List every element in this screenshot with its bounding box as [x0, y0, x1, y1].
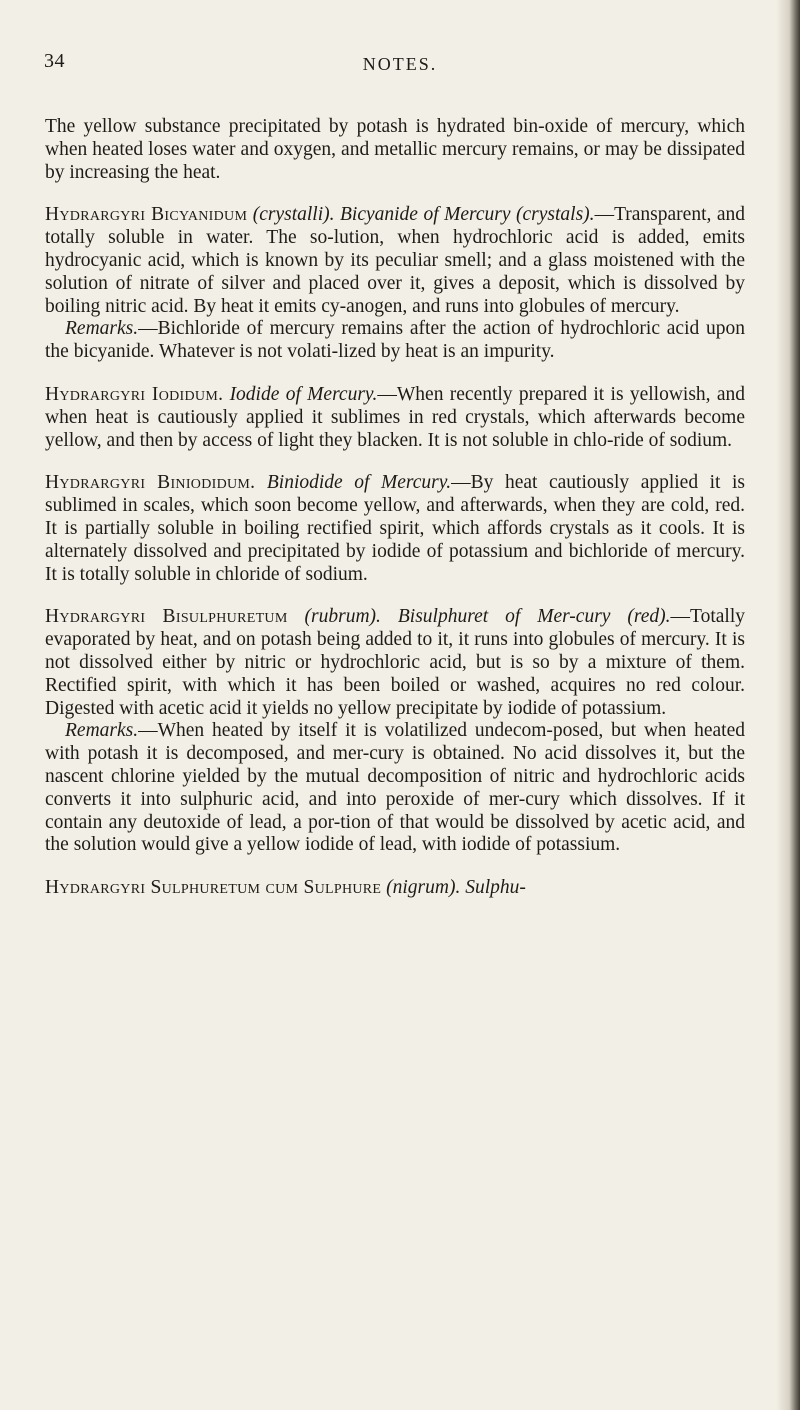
entry-latin-name: Hydrargyri Bisulphuretum — [45, 606, 288, 628]
entry-body: —When recently prepared it is yellowish, and when heat is cautiously applied it sublimes in red crystals, which afterwards become yellow, and then by access of light they blacken. It is not soluble in chlo-ride of sodium. — [45, 383, 746, 451]
entry-english-name: Bisulphuret of Mer-cury — [397, 606, 611, 628]
entry-latin-name: Hydrargyri Bicyanidum — [45, 204, 248, 226]
entry-english-name: Bicyanide of Mercury — [340, 204, 511, 226]
entry-body: —Totally evaporated by heat, and on potash being added to it, it runs into globules of mercury. It is not dissolved either by nitric or hydrochloric acid, but is so by a mixture of them. Rectified spirit, with which it has been boiled or washed, acquires no red colour. Digested with acetic acid it yields no yellow precipitate by iodide of potassium. — [45, 606, 746, 719]
remarks-bicyanide — [45, 318, 745, 364]
page-edge-shadow — [776, 0, 800, 1410]
entry-latin-note: (nigrum). — [386, 877, 461, 899]
entry-biniodide — [45, 472, 745, 586]
paragraph-yellow-substance — [45, 116, 745, 184]
entry-latin-note: (rubrum). — [304, 606, 381, 628]
entry-english-note: (red). — [627, 606, 671, 628]
remarks-body: —Bichloride of mercury remains after the action of hydrochloric acid upon the bicyanide. Whatever is not volati-lized by heat is an impurity. — [45, 318, 745, 363]
entry-latin-note: (crystalli). — [252, 204, 335, 226]
entry-body: —Transparent, and totally soluble in water. The so-lution, when hydrochloric acid is added, emits hydrocyanic acid, which is known by its peculiar smell; and a glass moistened with the solution of nitrate of silver and placed over it, gives a deposit, which is dissolved by boiling nitric acid. By heat it emits cy-anogen, and runs into globules of mercury. — [45, 204, 746, 317]
remarks-body: —When heated by itself it is volatilized undecom-posed, but when heated with potash it is decomposed, and mer-cury is obtained. No acid dissolves it, but the nascent chlorine yielded by the mutual decomposition of nitric and hydrochloric acids converts it into sulphuric acid, and into peroxide of mer-cury which dissolves. If it contain any deutoxide of lead, a por-tion of that would be dissolved by acetic acid, and the solution would give a yellow iodide of lead, with iodide of potassium. — [45, 720, 745, 856]
entry-english-name: Iodide of Mercury. — [229, 383, 378, 405]
page-number: 34 — [44, 50, 65, 72]
entry-body: —By heat cautiously applied it is sublimed in scales, which soon become yellow, and afterwards, when they are cold, red. It is partially soluble in boiling rectified spirit, which affords crystals as it cools. It is alternately dissolved and precipitated by iodide of potassium and bichloride of mercury. It is totally soluble in chloride of sodium. — [45, 472, 746, 585]
entry-english-note: (crystals). — [516, 204, 595, 226]
entry-latin-name: Hydrargyri Iodidum. — [45, 383, 224, 405]
entry-bisulphuret — [45, 606, 745, 720]
entry-bicyanide — [45, 204, 745, 318]
remarks-label: Remarks. — [65, 318, 139, 340]
text-column — [45, 116, 745, 920]
remarks-label: Remarks. — [65, 720, 139, 742]
entry-latin-name: Hydrargyri Sulphuretum cum Sulphure — [45, 877, 382, 899]
entry-sulphuret-cum-sulphure — [45, 877, 745, 900]
running-title: NOTES. — [362, 54, 438, 74]
paragraph-body: The yellow substance precipitated by potash is hydrated bin-oxide of mercury, which when heated loses water and oxygen, and metallic mercury remains, or may be dissipated by increasing the heat. — [45, 116, 745, 183]
remarks-bisulphuret — [45, 720, 745, 857]
entry-latin-name: Hydrargyri Biniodidum. — [45, 472, 256, 494]
entry-english-name: Biniodide of Mercury. — [266, 472, 452, 494]
entry-english-name: Sulphu- — [465, 877, 526, 899]
entry-iodide — [45, 384, 745, 452]
